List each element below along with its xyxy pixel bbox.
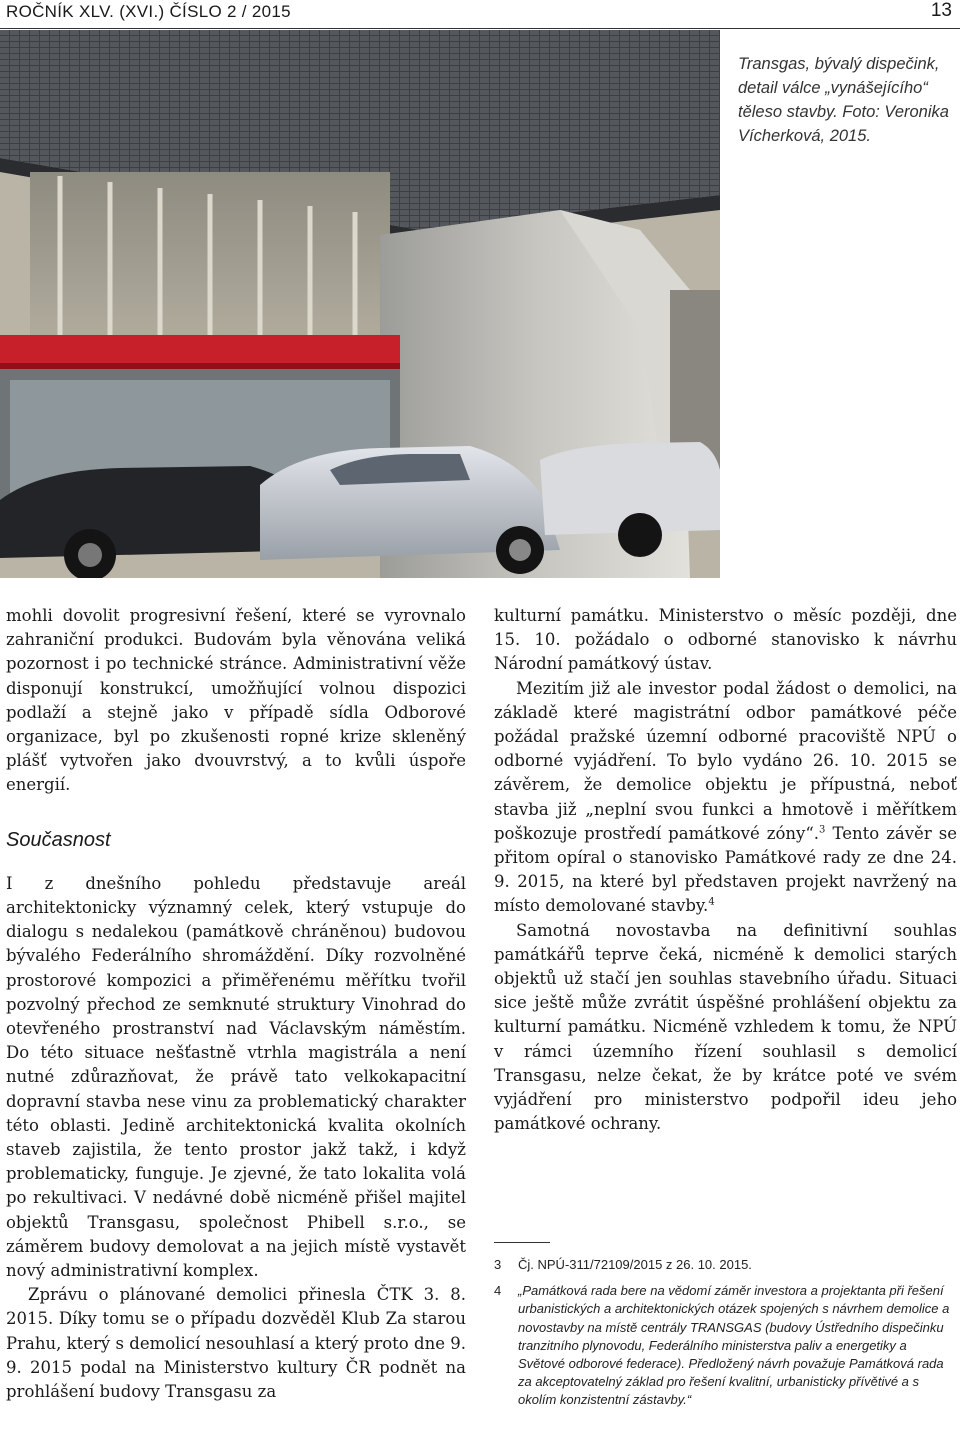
footnote-number: 4 <box>494 1283 502 1299</box>
body-paragraph: Samotná novostavba na definitivní souhlas památkářů teprve čeká, nicméně k demolici starých objektů už stačí jen souhlas stavebního úřadu. Situaci sice ještě může zvrátit úspěšné prohlášení objektu za kulturní památku. Nicméně vzhledem k tomu, že NPÚ v rámci územního řízení souhlasil s demolicí Transgasu, nelze čekat, že by krátce poté ve svém vyjádření pro ministerstvo podpořil ideu jeho památkové ochrany. <box>494 920 957 1134</box>
body-paragraph: mohli dovolit progresivní řešení, které se vyrovnalo zahraniční produkci. Budovám byla věnována veliká pozornost i po technické stránce. Administrativní věže disponují konstrukcí, umožňující volnou dispozici podlaží a stejně jako v případě sídla Odborové organizace, byl po zkušenosti ropné krize skleněný plášť vytvořen jako dvouvrstvý, a to kvůli úspoře energií. <box>6 606 466 795</box>
header-rule <box>0 28 960 29</box>
left-column <box>6 604 466 1404</box>
body-paragraph <box>494 677 957 919</box>
footnote-ref-3: 3 <box>819 824 826 836</box>
body-paragraph: Zprávu o plánované demolici přinesla ČTK 3. 8. 2015. Díky tomu se o případu dozvěděl Klub Za starou Prahu, který s demolicí nesouhlasí a který proto dne 9. 9. 2015 podal na Ministerstvo kultury ČR podnět na prohlášení budovy Transgasu za <box>6 1285 466 1402</box>
footnotes <box>494 1256 957 1418</box>
issue-info: ROČNÍK XLV. (XVI.) ČÍSLO 2 / 2015 <box>6 2 291 21</box>
running-header <box>0 0 960 28</box>
transgas-photo <box>0 30 720 578</box>
footnote-rule <box>494 1242 550 1243</box>
footnote <box>494 1282 957 1409</box>
footnote-number: 3 <box>494 1257 502 1272</box>
photo-caption: Transgas, bývalý dispečink, detail válce „vynášejícího“ těleso stavby. Foto: Veronika Vícherková, 2015. <box>738 55 949 145</box>
footnote <box>494 1256 957 1274</box>
section-heading: Současnost <box>6 828 111 851</box>
footnote-text: Čj. NPÚ-311/72109/2015 z 26. 10. 2015. <box>518 1257 752 1272</box>
footnote-ref-4: 4 <box>708 896 715 908</box>
body-paragraph: I z dnešního pohledu představuje areál architektonicky významný celek, který vstupuje do dialogu s nedalekou (památkově chráněnou) budovou bývalého Federálního shromáždění. Díky rozvolněné prostorové kompozici a přiměřenému měřítku tvořil pozvolný přechod ze semknuté struktury Vinohrad do otevřeného prostranství nad Václavským náměstím. Do této situace nešťastně vtrhla magistrála a není nutné zdůrazňovat, že právě tato velkokapacitní dopravní stavba nese vinu za problematický charakter této oblasti. Jedině architektonická kvalita okolních staveb zajistila, že tento prostor jakž takž, i když problematicky, funguje. Je zjevné, že tato lokalita volá po rekultivaci. V nedávné době nicméně přišel majitel objektů Transgasu, společnost Phibell s.r.o., se záměrem budovy demolovat a na jejich místě vystavět nový administrativní komplex. <box>6 873 466 1281</box>
body-text: Tento závěr se přitom opíral o stanovisko Památkové rady ze dne 24. 9. 2015, na které byl představen projekt navržený na místo demolované stavby. <box>494 823 957 916</box>
body-text: Mezitím již ale investor podal žádost o demolici, na základě které magistrátní odbor památkové péče požádal pražské územní odborné pracoviště NPÚ o odborné vyjádření. To bylo vydáno 26. 10. 2015 se závěrem, že demolice objektu je přípustná, neboť stavba již „neplní svou funkci a hmotově i měřítkem poškozuje prostředí památkové zóny“. <box>494 678 957 843</box>
right-column <box>494 604 957 1136</box>
footnote-text: „Památková rada bere na vědomí záměr investora a projektanta při řešení urbanistických a architektonických otázek spojených s návrhem demolice a novostavby na místě centrály TRANSGAS (budovy Ústředního dispečinku tranzitního plynovodu, Federálního ministerstva paliv a energetiky a Světové odborové federace). Předložený návrh považuje Památková rada za akceptovatelný základ pro řešení kvalitní, urbanisticky přívětivé a s okolím konzistentní zástavby.“ <box>518 1283 950 1408</box>
page-number: 13 <box>930 0 952 21</box>
body-paragraph: kulturní památku. Ministerstvo o měsíc později, dne 15. 10. požádalo o odborné stanovisko k návrhu Národní památkový ústav. <box>494 606 957 674</box>
